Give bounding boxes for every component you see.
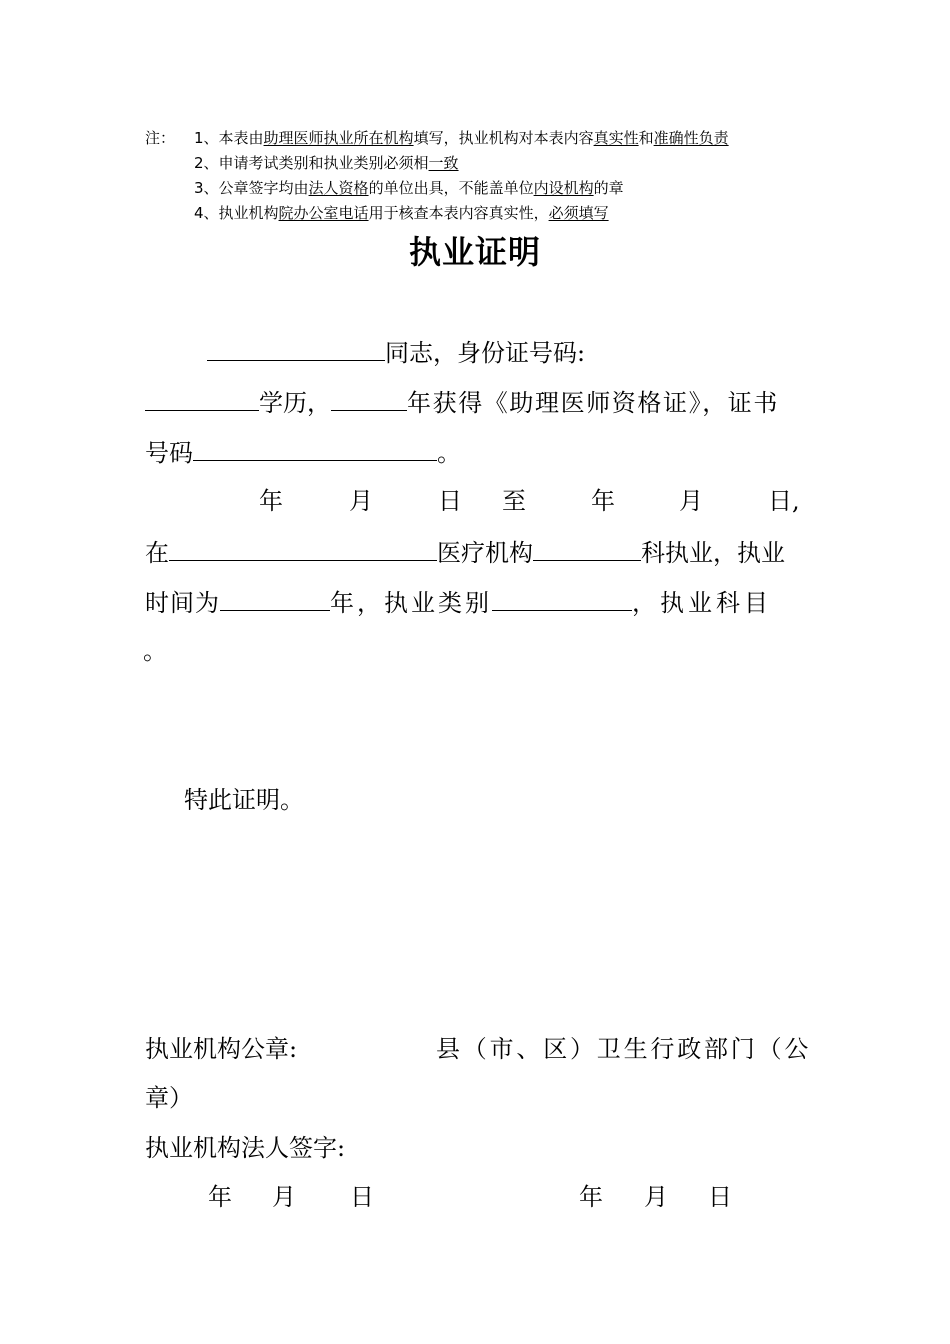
note-text: 3、公章签字均由 — [194, 179, 309, 197]
date-to: 至 — [502, 487, 526, 515]
cert-text: 。 — [143, 637, 167, 665]
cert-text: 时间为 — [145, 589, 220, 617]
note-underlined: 准确性负责 — [653, 129, 729, 147]
note-text: 和 — [638, 129, 654, 147]
note-1 — [194, 130, 729, 146]
department-blank[interactable] — [533, 536, 641, 561]
page-title: 执业证明 — [408, 233, 541, 271]
date-month: 月 — [272, 1183, 296, 1211]
cert-text: 同志，身份证号码: — [385, 339, 586, 367]
seal-left-label: 执业机构公章: — [145, 1035, 298, 1063]
education-blank[interactable] — [145, 386, 259, 411]
date-year: 年 — [579, 1183, 603, 1211]
note-text: 的单位出具，不能盖单位 — [368, 179, 534, 197]
cert-line-3 — [145, 436, 461, 468]
cert-text: 年获得《助理医师资格证》，证书 — [407, 389, 779, 417]
cert-text: 年，执业类别 — [330, 589, 492, 617]
date-day: 日, — [768, 487, 800, 515]
note-underlined: 真实性 — [593, 129, 639, 147]
category-blank[interactable] — [492, 586, 632, 611]
note-underlined: 助理医师执业所在机构 — [263, 129, 414, 147]
date-year: 年 — [591, 487, 615, 515]
date-year: 年 — [259, 487, 283, 515]
note-text: 1、本表由 — [194, 129, 264, 147]
year-blank[interactable] — [331, 386, 407, 411]
note-3 — [194, 180, 624, 196]
sign-label: 执业机构法人签字: — [145, 1134, 346, 1162]
note-text: 用于核查本表内容真实性， — [368, 204, 549, 222]
note-underlined: 法人资格 — [308, 179, 369, 197]
seal-right-label: 县（市、区）卫生行政部门（公 — [436, 1035, 812, 1063]
cert-text: 在 — [145, 539, 169, 567]
cert-text: ，执业科目 — [632, 589, 772, 617]
date-month: 月 — [644, 1183, 668, 1211]
date-month: 月 — [679, 487, 703, 515]
cert-number-blank[interactable] — [193, 436, 437, 461]
date-year: 年 — [208, 1183, 232, 1211]
institution-blank[interactable] — [169, 536, 437, 561]
note-2 — [194, 155, 459, 171]
closing-text: 特此证明。 — [184, 786, 304, 814]
date-month: 月 — [349, 487, 373, 515]
name-blank[interactable] — [207, 336, 385, 361]
note-label: 注： — [145, 129, 176, 147]
cert-text: 。 — [437, 439, 461, 467]
date-day: 日 — [438, 487, 462, 515]
note-4 — [194, 205, 609, 221]
note-underlined: 内设机构 — [533, 179, 594, 197]
duration-blank[interactable] — [220, 586, 330, 611]
cert-line-6 — [145, 586, 772, 618]
note-underlined: 必须填写 — [548, 204, 609, 222]
date-day: 日 — [708, 1183, 732, 1211]
note-text: 填写，执业机构对本表内容 — [413, 129, 594, 147]
note-underlined: 院办公室电话 — [278, 204, 369, 222]
date-day: 日 — [350, 1183, 374, 1211]
cert-text: 医疗机构 — [437, 539, 533, 567]
cert-line-5 — [145, 536, 785, 568]
note-text: 2、申请考试类别和执业类别必须相 — [194, 154, 429, 172]
cert-line-7 — [143, 636, 167, 666]
cert-text: 科执业，执业 — [641, 539, 785, 567]
seal-right-cont: 章） — [145, 1084, 193, 1112]
cert-line-2 — [145, 386, 779, 418]
note-underlined: 一致 — [428, 154, 459, 172]
cert-text: 号码 — [145, 439, 193, 467]
note-text: 4、执业机构 — [194, 204, 279, 222]
note-text: 的章 — [593, 179, 624, 197]
cert-text: 学历， — [259, 389, 331, 417]
cert-line-1 — [207, 336, 585, 368]
